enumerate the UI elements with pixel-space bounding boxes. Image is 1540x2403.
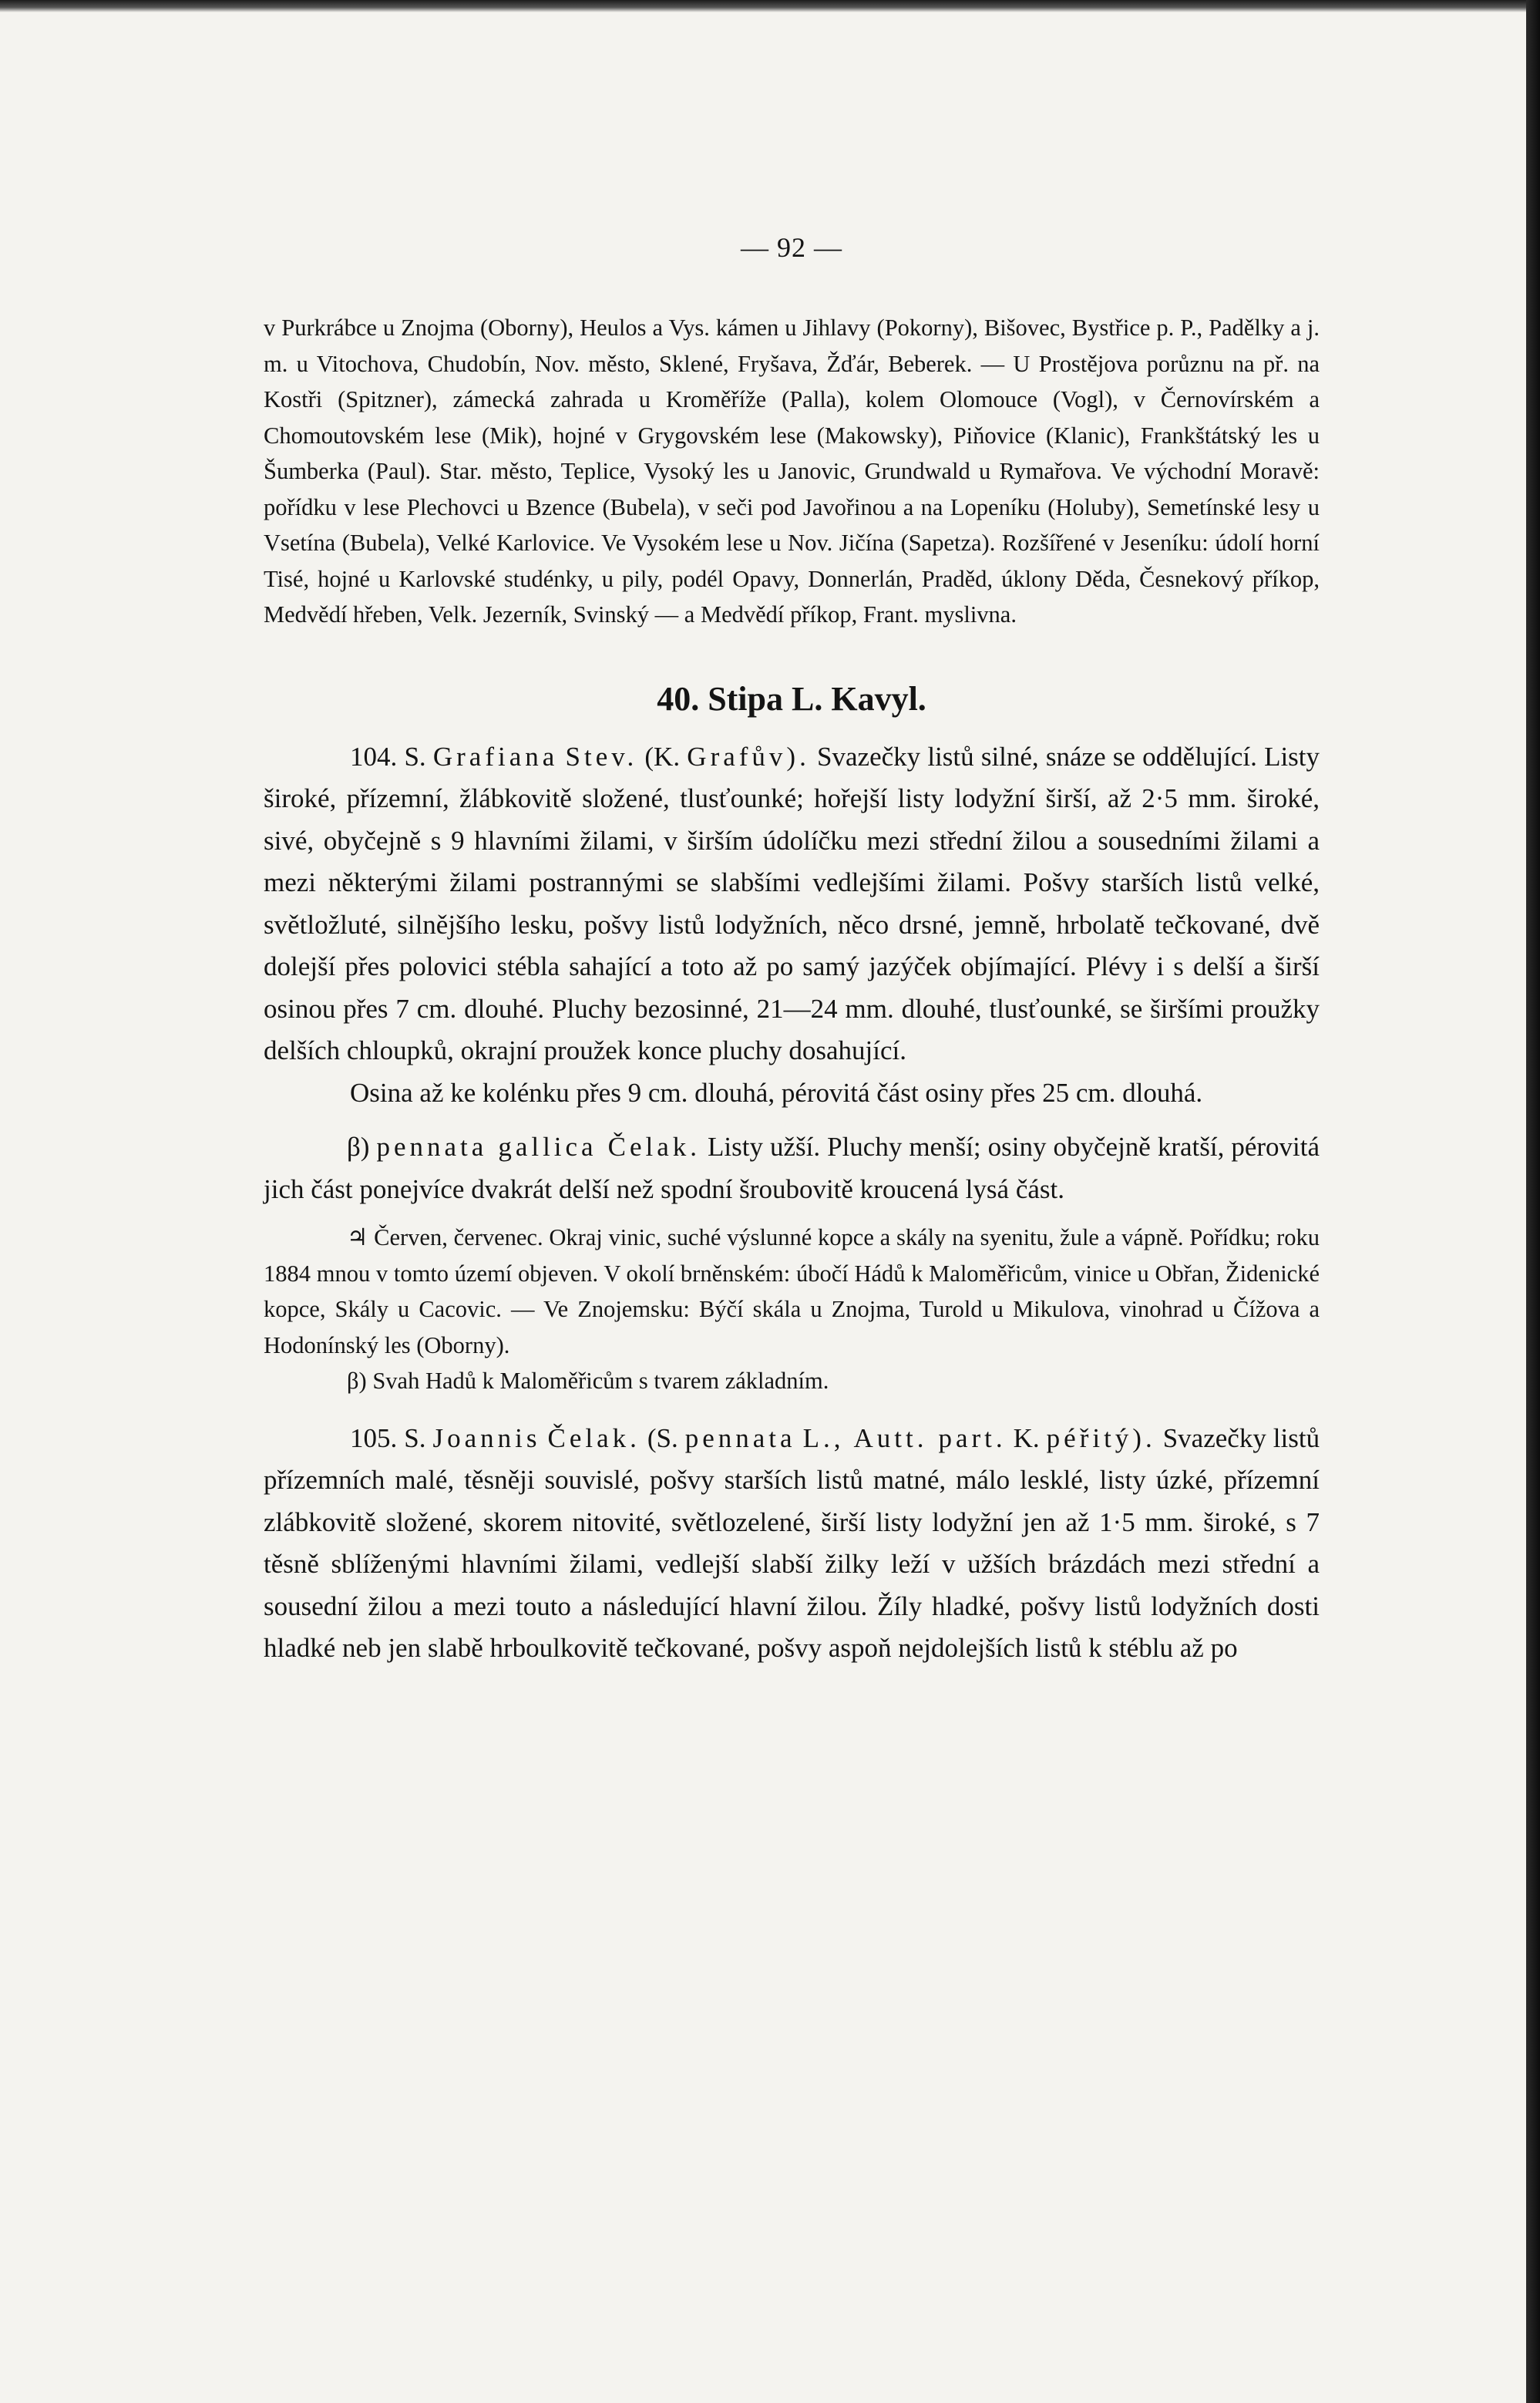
beta-locality-text: Svah Hadů k Maloměřicům s tvarem základním. [372,1368,829,1394]
species-104-name: Grafiana [432,741,559,772]
scan-right-edge [1526,0,1540,2403]
species-104-czech-open: (K. [644,741,681,772]
species-104-paragraph [264,736,1320,1072]
intro-paragraph: v Purkrábce u Znojma (Oborny), Heulos a Vys. kámen u Jihlavy (Pokorny), Bišovec, Bystřice p. P., Padělky a j. m. u Vitochova, Chudobín, Nov. město, Sklené, Fryšava, Žďár, Beberek. — U Prostějova porůznu na př. na Kostři (Spitzner), zámecká zahrada u Kroměříže (Palla), kolem Olomouce (Vogl), v Černovírském a Chomoutovském lese (Mik), hojné v Grygovském lese (Makowsky), Piňovice (Klanic), Frankštátský les u Šumberka (Paul). Star. město, Teplice, Vysoký les u Janovic, Grundwald u Rymařova. Ve východní Moravě: pořídku v lese Plechovci u Bzence (Bubela), v seči pod Javořinou a na Lopeníku (Holuby), Semetínské lesy u Vsetína (Bubela), Velké Karlovice. Ve Vysokém lese u Nov. Jičína (Sapetza). Rozšířené v Jeseníku: údolí horní Tisé, hojné u Karlovské studénky, u pily, podél Opavy, Donnerlán, Praděd, úklony Děda, Česnekový příkop, Medvědí hřeben, Velk. Jezerník, Svinský — a Medvědí příkop, Frant. myslivna. [264,315,1320,628]
species-105-czech-name: péřitý). [1046,1422,1156,1453]
species-105-author: Čelak. [547,1422,641,1453]
species-104-awn: Osina až ke kolénku přes 9 cm. dlouhá, pérovitá část osiny přes 25 cm. dlouhá. [350,1077,1203,1108]
species-105-synonym-author: L., Autt. part. [802,1422,1007,1453]
beta-locality-symbol: β) [347,1368,367,1394]
species-104-czech-name: Grafův). [687,741,810,772]
perennial-symbol: ♃ [347,1224,368,1250]
species-105-description: Svazečky listů přízemních malé, těsněji souvislé, pošvy starších listů matné, málo lesklé, listy úzké, přízemní zlábkovitě složené, skorem nitovité, světlozelené, širší listy lodyžní jen až 1·5 mm. široké, s 7 těsně sblíženými hlavními žilami, vedlejší slabší žilky leží v užších brázdách mezi střední a sousední žilou a mezi touto a následující hlavní žilou. Žíly hladké, pošvy listů lodyžních dosti hladké neb jen slabě hrboulkovitě tečkované, pošvy aspoň nejdolejších listů k stéblu až po [264,1422,1320,1663]
page-number: — 92 — [741,232,842,263]
section-heading: 40. Stipa L. Kavyl. [657,679,926,718]
species-104-beta-locality [264,1363,1320,1399]
species-104-beta [264,1126,1320,1210]
species-104-author: Stev. [565,741,638,772]
species-104-description: Svazečky listů silné, snáze se oddělující. Listy široké, přízemní, žlábkovitě složené, tlusťounké; hořejší listy lodyžní širší, až 2·5 mm. široké, sivé, obyčejně s 9 hlavními žilami, v širším údolíčku mezi střední žilou a sousedními žilami a mezi některými žilami postrannými se slabšími vedlejšími žilami. Pošvy starších listů velké, světložluté, silnějšího lesku, pošvy listů lodyžních, něco drsné, jemně, hrbolatě tečkované, dvě dolejší přes polovici stébla sahající a toto až po samý jazýček objímající. Plévy i s delší a širší osinou přes 7 cm. dlouhé. Pluchy bezosinné, 21—24 mm. dlouhé, tlusťounké, se širšími proužky delších chloupků, okrajní proužek konce pluchy dosahující. [264,741,1320,1065]
beta-variety-name: pennata gallica Čelak. [376,1132,701,1162]
species-105-name: Joannis [432,1422,541,1453]
scan-top-edge [0,0,1540,12]
species-105-synonym-name: pennata [684,1422,796,1453]
page-content [264,231,1320,1670]
species-105-czech-prefix: K. [1013,1422,1040,1453]
beta-symbol: β) [347,1132,370,1162]
species-105-paragraph [264,1418,1320,1670]
species-105-number: 105. S. [350,1422,426,1453]
species-104-distribution [264,1220,1320,1363]
species-104-number: 104. S. [350,741,426,772]
distribution-text: Červen, červenec. Okraj vinic, suché výslunné kopce a skály na syenitu, žule a vápně. Pořídku; roku 1884 mnou v tomto území objeven. V okolí brněnském: úbočí Hádů k Maloměřicům, vinice u Obřan, Židenické kopce, Skály u Cacovic. — Ve Znojemsku: Býčí skála u Znojma, Turold u Mikulova, vinohrad u Čížova a Hodonínský les (Oborny). [264,1224,1320,1358]
species-105-synonym-open: (S. [647,1422,678,1453]
beta-description: Listy užší. Pluchy menší; osiny obyčejně kratší, pérovitá jich část ponejvíce dvakrát delší než spodní šroubovitě kroucená lysá část. [264,1132,1320,1204]
